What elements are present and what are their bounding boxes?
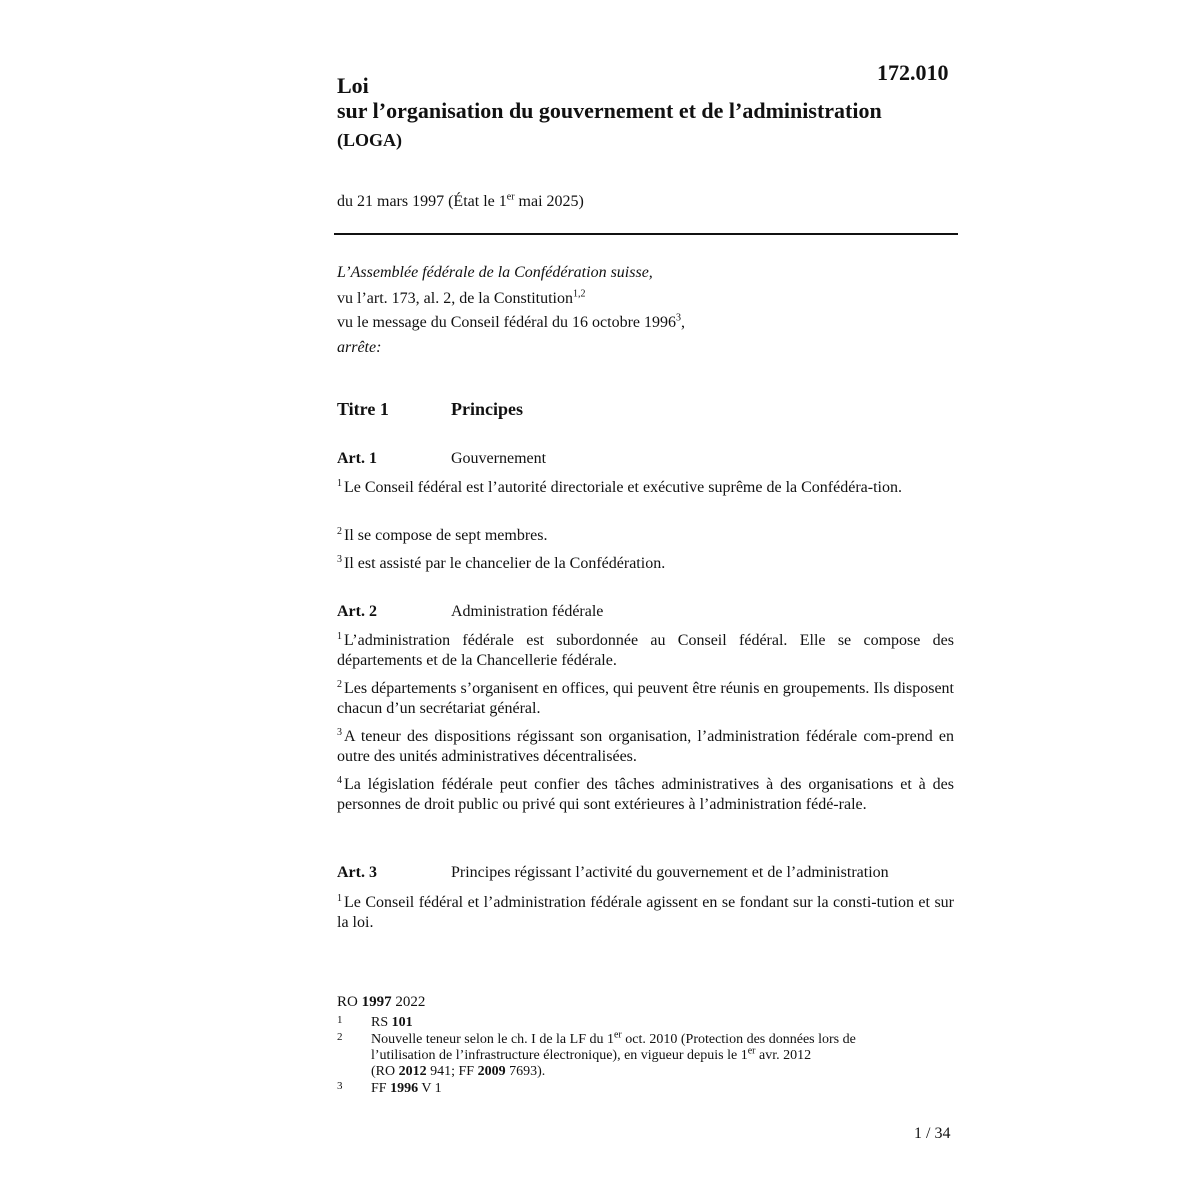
article-2-paragraph-3: $^3$ A teneur des dispositions régissant son organisation, l’administration fédérale com-prend en outre des unités administratives décentralisées. (337, 726, 954, 765)
article-1-title: Gouvernement (451, 450, 547, 467)
footnote-ref[interactable]: 3 (676, 312, 682, 324)
article-3-label: Art. 3 (337, 864, 377, 881)
footnote-1-number: 1 (337, 1014, 343, 1026)
ro-reference: RO 1997 2022 (337, 994, 426, 1010)
article-2-paragraph-1: $^1$ L’administration fédérale est subordonnée au Conseil fédéral. Elle se compose des départements et de la Chancellerie fédérale. (337, 630, 954, 669)
footnote-2-number: 2 (337, 1031, 343, 1043)
article-1-paragraph-2: $^2$ Il se compose de sept membres. (337, 525, 548, 544)
sr-number: 172.010 (877, 60, 949, 85)
footnote-ref[interactable]: 1,2 (572, 288, 586, 300)
footnote-2-line-1: Nouvelle teneur selon le ch. I de la LF du 1er oct. 2010 (Protection des données lors de (371, 1029, 856, 1047)
article-2-title: Administration fédérale (451, 603, 604, 620)
footnote-2-line-2: l’utilisation de l’infrastructure électronique), en vigueur depuis le 1er avr. 2012 (371, 1045, 812, 1063)
preamble-authority: L’Assemblée fédérale de la Confédération suisse, (337, 264, 653, 281)
law-abbreviation: (LOGA) (337, 130, 402, 150)
footnote-3-text: FF 1996 V 1 (371, 1081, 442, 1096)
title-heading: Principes (451, 399, 523, 419)
preamble-message: vu le message du Conseil fédéral du 16 octobre 1996$^3$, (337, 312, 686, 331)
header-divider (334, 233, 958, 235)
title-label: Titre 1 (337, 399, 389, 419)
footnote-2-line-3: (RO 2012 941; FF 2009 7693). (371, 1064, 546, 1079)
article-1-paragraph-3: $^3$ Il est assisté par le chancelier de la Confédération. (337, 553, 666, 572)
preamble-enactment: arrête: (337, 339, 382, 356)
law-title-type: Loi (337, 73, 369, 98)
article-3-paragraph-1: $^1$ Le Conseil fédéral et l’administration fédérale agissent en se fondant sur la consti-tution et sur la loi. (337, 892, 954, 931)
law-date: du 21 mars 1997 (État le 1er mai 2025) (337, 191, 584, 210)
law-title: sur l’organisation du gouvernement et de l’administration (337, 98, 882, 123)
page-number: 1 / 34 (914, 1125, 951, 1142)
footnote-1-text: RS 101 (371, 1015, 413, 1030)
footnote-3-number: 3 (337, 1080, 343, 1092)
article-2-paragraph-2: $^2$ Les départements s’organisent en offices, qui peuvent être réunis en groupements. Ils disposent chacun d’un secrétariat général. (337, 678, 954, 717)
article-1-label: Art. 1 (337, 450, 377, 467)
article-1-paragraph-1: $^1$ Le Conseil fédéral est l’autorité directoriale et exécutive suprême de la Confédéra-tion. (337, 477, 902, 496)
article-2-paragraph-4: $^4$ La législation fédérale peut confier des tâches administratives à des organisations et à des personnes de droit public ou privé qui sont extérieures à l’administration fédé-rale. (337, 774, 954, 813)
preamble-basis: vu l’art. 173, al. 2, de la Constitution$^{1,2}$ (337, 288, 586, 307)
article-2-label: Art. 2 (337, 603, 377, 620)
article-3-title: Principes régissant l’activité du gouvernement et de l’administration (451, 864, 889, 881)
